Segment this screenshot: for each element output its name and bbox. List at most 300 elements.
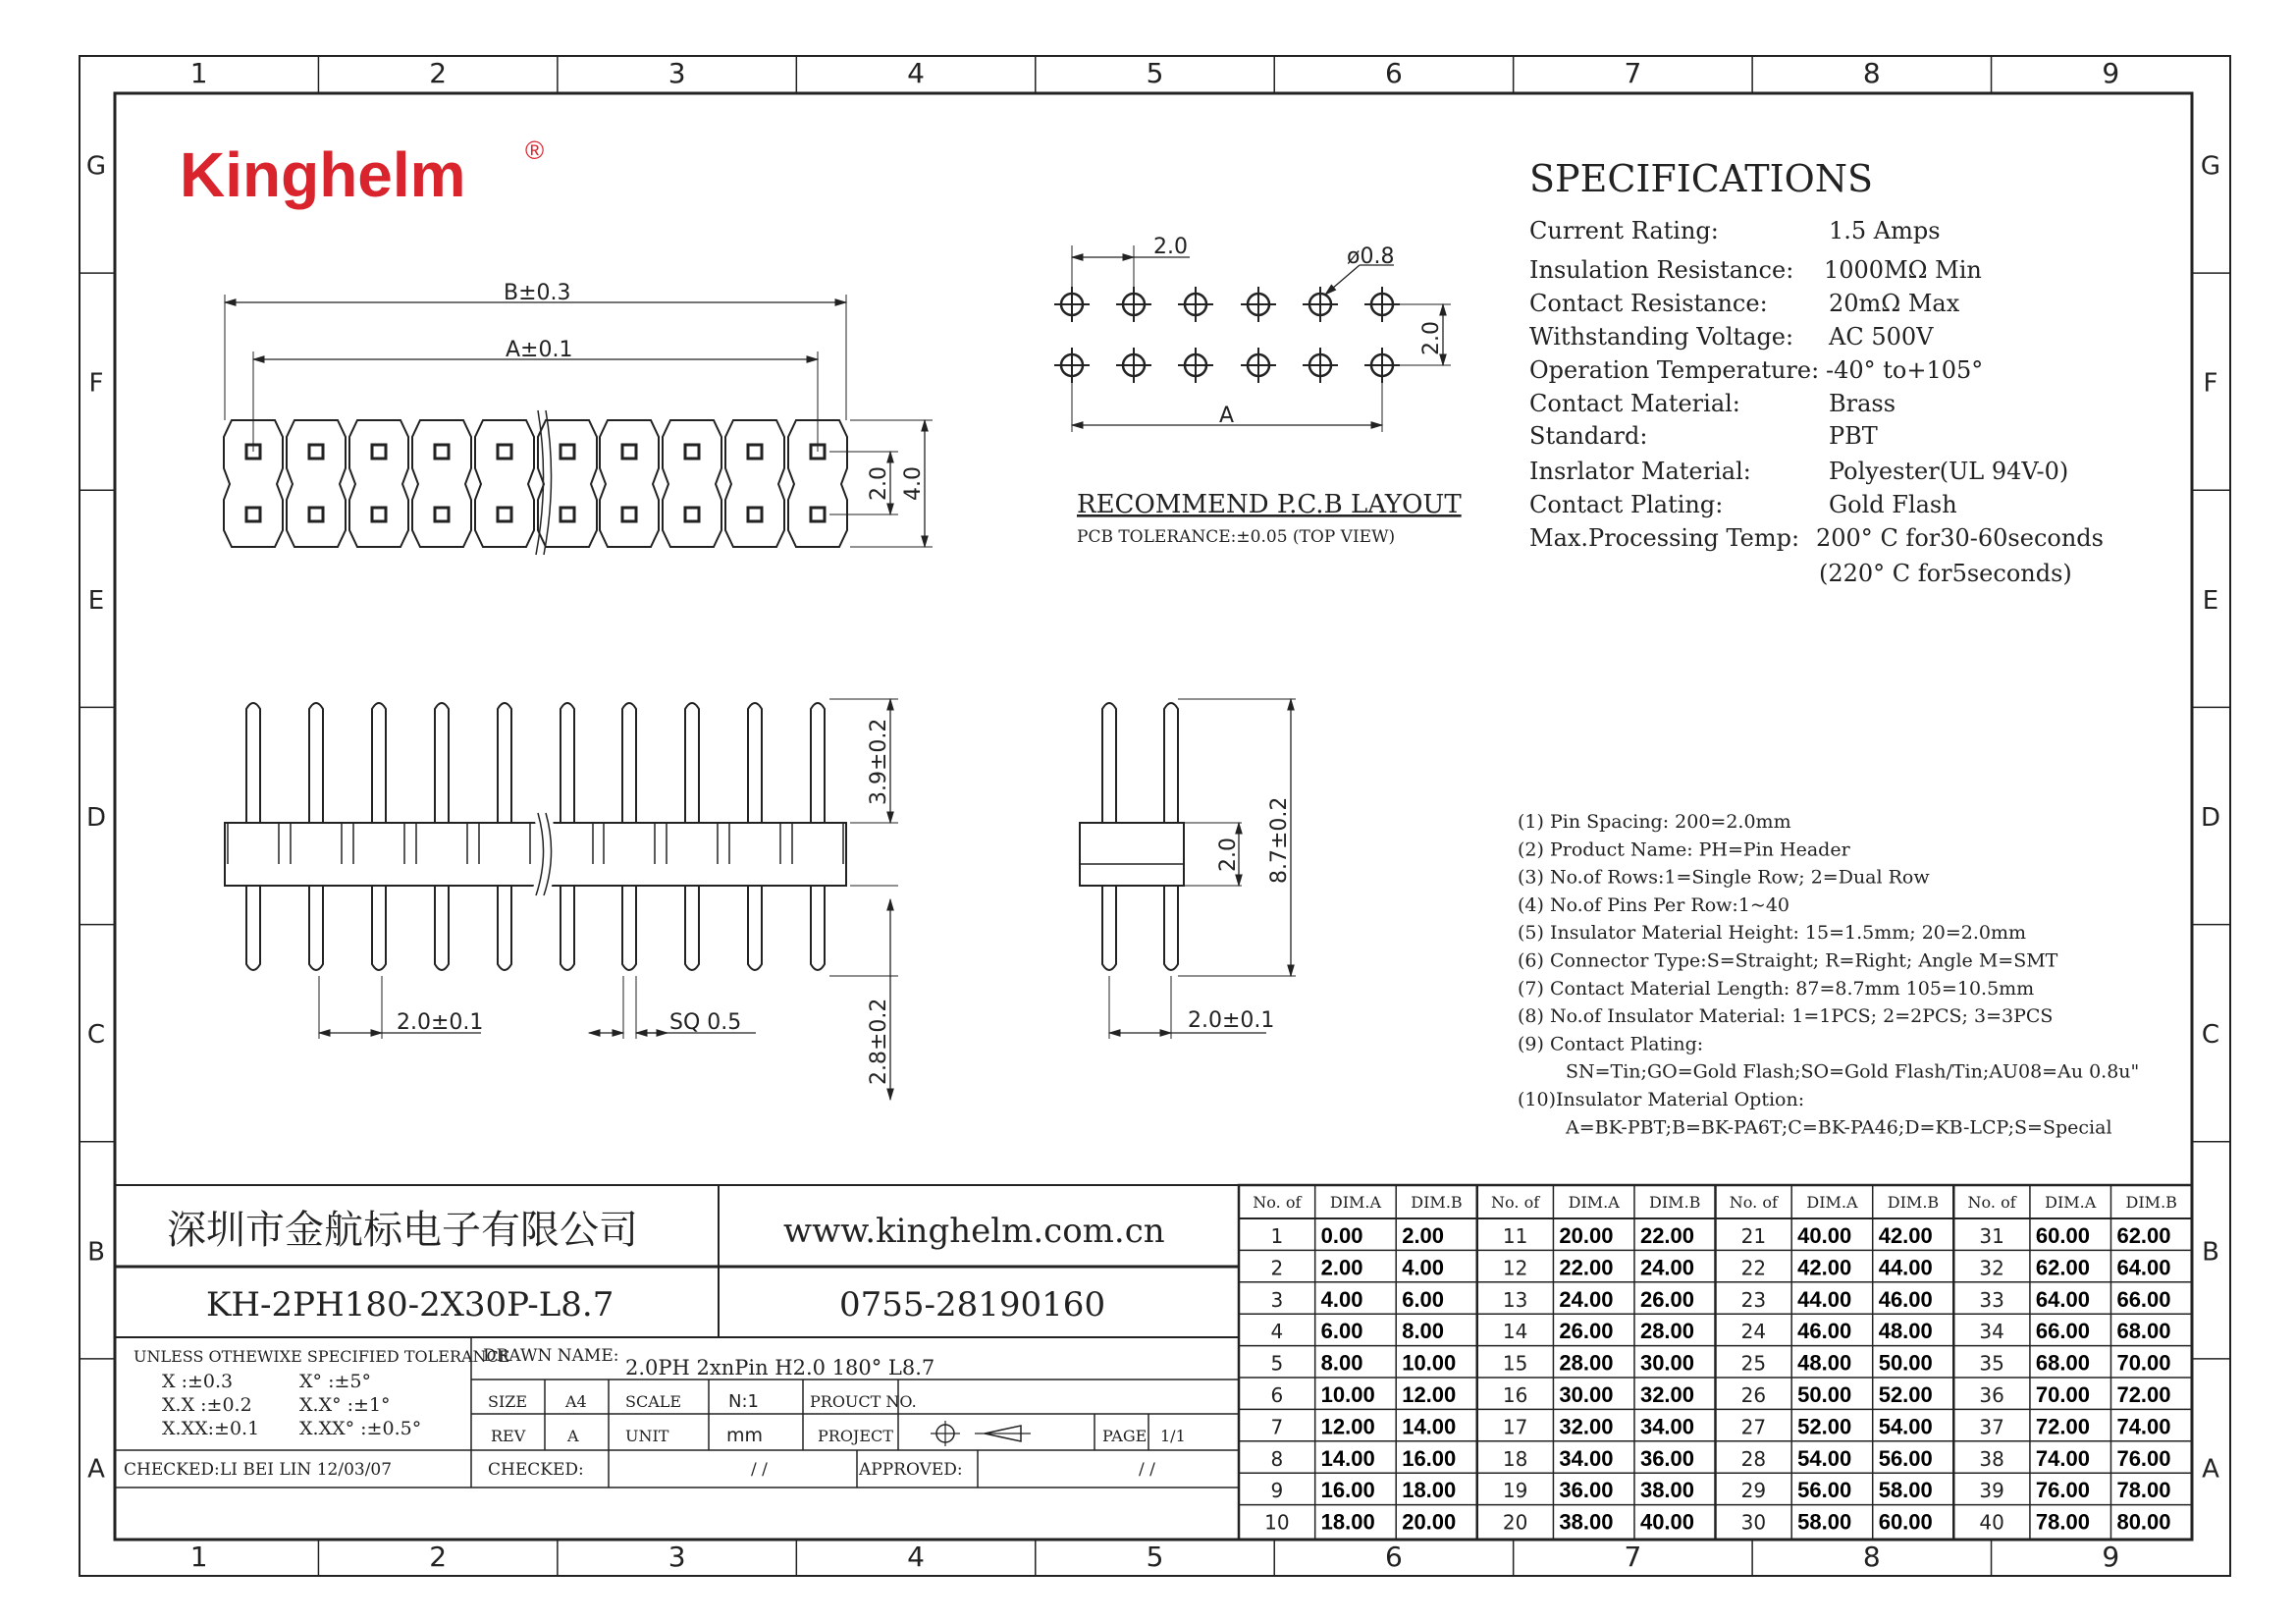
table-cell-dim-a: 64.00 (2035, 1286, 2090, 1312)
note-line: (3) No.of Rows:1=Single Row; 2=Dual Row (1518, 866, 1930, 889)
spec-label: Current Rating: (1529, 217, 1719, 244)
table-cell-dim-b: 38.00 (1639, 1478, 1695, 1503)
table-cell-dim-a: 72.00 (2035, 1414, 2090, 1439)
pin-lower (372, 886, 386, 970)
table-cell-dim-b: 22.00 (1639, 1223, 1695, 1248)
table-cell-dim-b: 16.00 (1402, 1445, 1457, 1471)
side-view (1080, 699, 1296, 1039)
table-cell-no: 28 (1740, 1446, 1767, 1471)
table-cell-no: 27 (1740, 1415, 1767, 1439)
kinghelm-logo: Kinghelm (180, 139, 466, 210)
spec-value: PBT (1829, 422, 1878, 450)
row-marker-A-left: A (87, 1454, 105, 1485)
table-cell-no: 26 (1740, 1383, 1767, 1407)
table-cell-dim-b: 58.00 (1878, 1478, 1933, 1503)
pin-square (498, 508, 511, 521)
column-marker-8-bottom: 8 (1862, 1541, 1881, 1573)
row-marker-E-left: E (87, 585, 105, 616)
dim-pitch-label: 2.0±0.1 (397, 1010, 484, 1035)
dim-lower-pin-label: 2.8±0.2 (867, 998, 891, 1085)
spec-value: -40° to+105° (1826, 356, 1984, 384)
table-cell-dim-a: 54.00 (1797, 1445, 1852, 1471)
table-cell-dim-a: 28.00 (1559, 1350, 1614, 1376)
table-cell-dim-a: 78.00 (2035, 1509, 2090, 1535)
table-cell-dim-a: 2.00 (1320, 1255, 1363, 1280)
table-cell-dim-b: 28.00 (1639, 1319, 1695, 1344)
note-line: SN=Tin;GO=Gold Flash;SO=Gold Flash/Tin;AU08=Au 0.8u" (1566, 1060, 2140, 1083)
side-pin-upper (1164, 703, 1178, 823)
dim-row-pitch-label: 2.0 (867, 466, 891, 501)
tolerance-angular: X° :±5° (299, 1371, 371, 1392)
column-marker-7-top: 7 (1624, 57, 1642, 89)
pin-square (372, 508, 386, 521)
table-header: DIM.A (2045, 1193, 2097, 1212)
pin-square (748, 445, 762, 459)
table-cell-dim-a: 40.00 (1797, 1223, 1852, 1248)
spec-label: Contact Material: (1529, 390, 1740, 417)
note-line: (8) No.of Insulator Material: 1=1PCS; 2=2PCS; 3=3PCS (1518, 1005, 2054, 1028)
pcb-hole-label: ø0.8 (1347, 244, 1395, 269)
tolerance-linear: X.XX:±0.1 (162, 1418, 260, 1439)
table-cell-no: 40 (1979, 1510, 2004, 1535)
table-header: No. of (1729, 1193, 1778, 1212)
table-cell-dim-a: 70.00 (2035, 1382, 2090, 1407)
table-cell-dim-a: 36.00 (1559, 1478, 1614, 1503)
table-cell-dim-b: 46.00 (1878, 1286, 1933, 1312)
table-cell-dim-a: 14.00 (1320, 1445, 1375, 1471)
column-marker-9-bottom: 9 (2102, 1541, 2120, 1573)
specifications-title: SPECIFICATIONS (1529, 157, 1874, 200)
table-cell-no: 11 (1502, 1224, 1528, 1248)
table-header: DIM.B (2125, 1193, 2177, 1212)
housing-cell (287, 420, 346, 547)
unit-value: mm (726, 1425, 764, 1446)
table-cell-no: 30 (1740, 1510, 1767, 1535)
table-cell-dim-a: 46.00 (1797, 1319, 1852, 1344)
front-view (225, 699, 898, 1100)
unit-label: UNIT (625, 1427, 669, 1445)
column-marker-7-bottom: 7 (1624, 1541, 1642, 1573)
table-cell-dim-b: 26.00 (1639, 1286, 1695, 1312)
company-name: 深圳市金航标电子有限公司 (167, 1208, 638, 1253)
table-cell-no: 3 (1270, 1287, 1284, 1312)
pin-square (435, 508, 449, 521)
housing-cell (412, 420, 471, 547)
table-cell-no: 5 (1270, 1351, 1284, 1376)
table-header: DIM.B (1887, 1193, 1940, 1212)
column-marker-8-top: 8 (1862, 57, 1881, 89)
pcb-hole-leader (1325, 265, 1360, 295)
dim-side-pitch-label: 2.0±0.1 (1188, 1008, 1275, 1033)
side-pin-lower (1102, 886, 1116, 970)
row-marker-F-left: F (88, 368, 104, 399)
pin-upper (811, 703, 825, 823)
spec-label: Contact Plating: (1529, 491, 1724, 518)
pin-lower (748, 886, 762, 970)
tolerance-table (162, 1371, 421, 1439)
pin-upper (622, 703, 636, 823)
table-cell-no: 7 (1270, 1415, 1284, 1439)
table-cell-dim-a: 10.00 (1320, 1382, 1375, 1407)
table-cell-no: 6 (1270, 1383, 1284, 1407)
table-cell-dim-b: 42.00 (1878, 1223, 1933, 1248)
table-cell-dim-b: 14.00 (1402, 1414, 1457, 1439)
table-cell-dim-a: 52.00 (1797, 1414, 1852, 1439)
column-marker-2-top: 2 (429, 57, 448, 89)
spec-value: Polyester(UL 94V-0) (1829, 458, 2069, 485)
table-cell-no: 21 (1740, 1224, 1767, 1248)
table-cell-dim-b: 78.00 (2116, 1478, 2171, 1503)
pin-square (246, 508, 260, 521)
table-cell-dim-b: 72.00 (2116, 1382, 2171, 1407)
table-cell-dim-a: 76.00 (2035, 1478, 2090, 1503)
table-header: No. of (1253, 1193, 1302, 1212)
spec-label: Insrlator Material: (1529, 458, 1751, 485)
table-cell-dim-a: 66.00 (2035, 1319, 2090, 1344)
spec-label: Contact Resistance: (1529, 290, 1768, 317)
third-angle-projection-icon (931, 1421, 1031, 1446)
note-line: A=BK-PBT;B=BK-PA6T;C=BK-PA46;D=KB-LCP;S=Special (1566, 1116, 2112, 1139)
table-cell-no: 18 (1502, 1446, 1528, 1471)
pin-upper (685, 703, 699, 823)
table-cell-dim-a: 0.00 (1320, 1223, 1363, 1248)
row-marker-E-right: E (2202, 585, 2219, 616)
housing-cell (663, 420, 721, 547)
specifications-list (1529, 217, 2104, 587)
pin-upper (748, 703, 762, 823)
column-marker-3-bottom: 3 (667, 1541, 686, 1573)
row-marker-B-right: B (2202, 1237, 2219, 1268)
table-cell-no: 36 (1979, 1383, 2004, 1407)
table-cell-no: 24 (1740, 1320, 1767, 1344)
column-marker-5-bottom: 5 (1146, 1541, 1164, 1573)
table-cell-dim-a: 8.00 (1320, 1350, 1363, 1376)
row-marker-B-left: B (87, 1237, 105, 1268)
table-cell-dim-b: 62.00 (2116, 1223, 2171, 1248)
part-code-notes (1518, 811, 2139, 1138)
table-header: DIM.A (1329, 1193, 1382, 1212)
table-cell-dim-b: 24.00 (1639, 1255, 1695, 1280)
table-cell-dim-a: 60.00 (2035, 1223, 2090, 1248)
dimension-table (1239, 1185, 2192, 1540)
row-marker-C-left: C (86, 1020, 106, 1051)
pin-upper (246, 703, 260, 823)
table-cell-dim-b: 34.00 (1639, 1414, 1695, 1439)
rev-value: A (567, 1427, 579, 1445)
table-cell-no: 14 (1502, 1320, 1528, 1344)
table-cell-no: 8 (1270, 1446, 1284, 1471)
pin-square (748, 508, 762, 521)
spec-label: Max.Processing Temp: (1529, 524, 1800, 552)
table-cell-no: 35 (1979, 1351, 2004, 1376)
checked2-label: CHECKED: (488, 1460, 584, 1480)
table-cell-dim-b: 60.00 (1878, 1509, 1933, 1535)
spec-label: Insulation Resistance: (1529, 256, 1794, 284)
table-cell-no: 23 (1740, 1287, 1767, 1312)
housing-cell (725, 420, 784, 547)
drawn-name-value: 2.0PH 2xnPin H2.0 180° L8.7 (625, 1356, 935, 1380)
dim-upper-pin-label: 3.9±0.2 (867, 718, 891, 805)
dim-height-label: 4.0 (901, 466, 926, 501)
side-pin-upper (1102, 703, 1116, 823)
tolerance-angular: X.X° :±1° (299, 1394, 391, 1416)
table-cell-dim-a: 48.00 (1797, 1350, 1852, 1376)
spec-label: Operation Temperature: (1529, 356, 1820, 384)
table-cell-dim-b: 18.00 (1402, 1478, 1457, 1503)
pcb-pitch-label: 2.0 (1153, 235, 1188, 259)
top-view (224, 295, 933, 555)
table-cell-dim-a: 12.00 (1320, 1414, 1375, 1439)
table-cell-dim-a: 26.00 (1559, 1319, 1614, 1344)
pin-lower (811, 886, 825, 970)
table-cell-no: 9 (1270, 1479, 1284, 1503)
note-line: (5) Insulator Material Height: 15=1.5mm; 20=2.0mm (1518, 922, 2027, 945)
pin-square (561, 445, 574, 459)
dim-sq-label: SQ 0.5 (669, 1010, 742, 1035)
dim-b-label: B±0.3 (504, 281, 571, 305)
approved-label: APPROVED: (859, 1460, 963, 1480)
table-cell-dim-a: 38.00 (1559, 1509, 1614, 1535)
pin-upper (498, 703, 511, 823)
pin-lower (685, 886, 699, 970)
table-cell-dim-a: 50.00 (1797, 1382, 1852, 1407)
row-marker-F-right: F (2203, 368, 2218, 399)
row-marker-D-left: D (85, 803, 107, 833)
tolerance-linear: X.X :±0.2 (162, 1394, 252, 1416)
side-housing (1080, 823, 1184, 886)
table-cell-no: 25 (1740, 1351, 1767, 1376)
table-cell-no: 31 (1979, 1224, 2004, 1248)
table-cell-dim-b: 4.00 (1402, 1255, 1445, 1280)
table-cell-dim-b: 80.00 (2116, 1509, 2171, 1535)
page-value: 1/1 (1160, 1427, 1186, 1445)
column-marker-2-bottom: 2 (429, 1541, 448, 1573)
checked2-value: / / (751, 1460, 768, 1480)
tolerance-linear: X :±0.3 (162, 1371, 234, 1392)
registered-mark: ® (525, 135, 545, 165)
table-cell-dim-a: 20.00 (1559, 1223, 1614, 1248)
rev-label: REV (491, 1427, 526, 1445)
table-cell-dim-a: 62.00 (2035, 1255, 2090, 1280)
tolerance-title: UNLESS OTHEWIXE SPECIFIED TOLERANCE (133, 1347, 510, 1366)
note-line: (6) Connector Type:S=Straight; R=Right; Angle M=SMT (1518, 949, 2058, 972)
table-cell-no: 33 (1979, 1287, 2004, 1312)
project-label: PROJECT (818, 1427, 893, 1445)
pcb-layout-title: RECOMMEND P.C.B LAYOUT (1077, 490, 1462, 519)
housing-cell (475, 420, 534, 547)
column-marker-5-top: 5 (1146, 57, 1164, 89)
pcb-layout-subtitle: PCB TOLERANCE:±0.05 (TOP VIEW) (1077, 527, 1396, 547)
table-cell-no: 19 (1502, 1479, 1528, 1503)
row-marker-C-right: C (2201, 1020, 2220, 1051)
spec-value: AC 500V (1829, 323, 1934, 351)
pin-square (685, 508, 699, 521)
table-header: DIM.A (1806, 1193, 1858, 1212)
table-cell-dim-b: 70.00 (2116, 1350, 2171, 1376)
drawn-name-label: DRAWN NAME: (483, 1346, 619, 1366)
note-line: (1) Pin Spacing: 200=2.0mm (1518, 811, 1791, 833)
size-label: SIZE (488, 1392, 528, 1411)
pcb-a-label: A (1219, 404, 1235, 428)
table-cell-dim-a: 16.00 (1320, 1478, 1375, 1503)
table-cell-dim-b: 54.00 (1878, 1414, 1933, 1439)
pin-square (372, 445, 386, 459)
table-cell-no: 34 (1979, 1320, 2004, 1344)
approved-value: / / (1139, 1460, 1155, 1480)
table-cell-dim-b: 74.00 (2116, 1414, 2171, 1439)
table-cell-no: 4 (1270, 1320, 1284, 1344)
table-cell-dim-a: 24.00 (1559, 1286, 1614, 1312)
table-cell-dim-b: 56.00 (1878, 1445, 1933, 1471)
table-cell-dim-a: 4.00 (1320, 1286, 1363, 1312)
table-cell-no: 20 (1502, 1510, 1528, 1535)
table-cell-dim-a: 58.00 (1797, 1509, 1852, 1535)
checked-value: LI BEI LIN 12/03/07 (220, 1460, 393, 1480)
table-cell-dim-a: 74.00 (2035, 1445, 2090, 1471)
dim-a-label: A±0.1 (506, 338, 573, 362)
spec-label: Standard: (1529, 422, 1648, 450)
pin-upper (372, 703, 386, 823)
table-cell-no: 16 (1502, 1383, 1528, 1407)
pin-square (622, 445, 636, 459)
note-line: (2) Product Name: PH=Pin Header (1518, 839, 1850, 861)
column-marker-1-bottom: 1 (189, 1541, 208, 1573)
size-value: A4 (565, 1392, 587, 1411)
spec-value: Brass (1829, 390, 1896, 417)
table-cell-dim-a: 22.00 (1559, 1255, 1614, 1280)
pin-square (498, 445, 511, 459)
table-cell-dim-b: 44.00 (1878, 1255, 1933, 1280)
pin-square (309, 508, 323, 521)
housing-body (225, 823, 846, 886)
table-cell-dim-b: 20.00 (1402, 1509, 1457, 1535)
table-header: No. of (1967, 1193, 2016, 1212)
table-cell-no: 37 (1979, 1415, 2004, 1439)
table-cell-dim-b: 10.00 (1402, 1350, 1457, 1376)
note-line: (9) Contact Plating: (1518, 1033, 1704, 1055)
column-marker-3-top: 3 (667, 57, 686, 89)
pin-upper (435, 703, 449, 823)
table-cell-dim-b: 2.00 (1402, 1223, 1445, 1248)
column-marker-6-top: 6 (1385, 57, 1403, 89)
tolerance-angular: X.XX° :±0.5° (299, 1418, 422, 1439)
note-line: (10)Insulator Material Option: (1518, 1089, 1805, 1110)
pin-lower (561, 886, 574, 970)
pin-square (622, 508, 636, 521)
pin-lower (498, 886, 511, 970)
pin-square (435, 445, 449, 459)
table-cell-no: 1 (1270, 1224, 1284, 1248)
table-cell-dim-a: 34.00 (1559, 1445, 1614, 1471)
part-number: KH-2PH180-2X30P-L8.7 (206, 1285, 614, 1325)
table-cell-dim-b: 8.00 (1402, 1319, 1445, 1344)
dim-body-label: 2.0 (1216, 838, 1241, 872)
column-marker-4-bottom: 4 (907, 1541, 925, 1573)
table-cell-no: 17 (1502, 1415, 1528, 1439)
pin-lower (309, 886, 323, 970)
spec-value: (220° C for5seconds) (1819, 560, 2072, 587)
housing-cell (349, 420, 408, 547)
pin-square (811, 508, 825, 521)
table-cell-dim-a: 68.00 (2035, 1350, 2090, 1376)
checked-label: CHECKED: (124, 1460, 220, 1480)
pin-lower (435, 886, 449, 970)
column-marker-4-top: 4 (907, 57, 925, 89)
pcb-row-label: 2.0 (1419, 321, 1444, 355)
spec-value: Gold Flash (1829, 491, 1957, 518)
website: www.kinghelm.com.cn (783, 1212, 1165, 1251)
spec-value: 1.5 Amps (1829, 217, 1941, 244)
pin-square (561, 508, 574, 521)
housing-cell (600, 420, 659, 547)
table-cell-dim-a: 6.00 (1320, 1319, 1363, 1344)
table-cell-dim-b: 52.00 (1878, 1382, 1933, 1407)
table-cell-no: 13 (1502, 1287, 1528, 1312)
table-cell-no: 12 (1502, 1256, 1528, 1280)
table-cell-no: 39 (1979, 1479, 2004, 1503)
spec-value: 200° C for30-60seconds (1816, 524, 2104, 552)
pcb-layout (1054, 245, 1451, 432)
column-marker-1-top: 1 (189, 57, 208, 89)
table-cell-no: 10 (1264, 1510, 1290, 1535)
table-cell-no: 15 (1502, 1351, 1528, 1376)
scale-label: SCALE (625, 1392, 682, 1411)
column-marker-6-bottom: 6 (1385, 1541, 1403, 1573)
table-cell-dim-b: 36.00 (1639, 1445, 1695, 1471)
table-cell-dim-b: 66.00 (2116, 1286, 2171, 1312)
table-cell-dim-b: 48.00 (1878, 1319, 1933, 1344)
dim-total-label: 8.7±0.2 (1267, 796, 1292, 884)
pin-square (309, 445, 323, 459)
spec-value: 1000MΩ Min (1824, 256, 1982, 284)
row-marker-A-right: A (2202, 1454, 2219, 1485)
table-cell-dim-a: 30.00 (1559, 1382, 1614, 1407)
table-cell-dim-b: 50.00 (1878, 1350, 1933, 1376)
note-line: (4) No.of Pins Per Row:1~40 (1518, 893, 1790, 916)
row-marker-G-right: G (2200, 151, 2221, 182)
pin-lower (246, 886, 260, 970)
table-cell-no: 29 (1740, 1479, 1767, 1503)
table-cell-dim-a: 56.00 (1797, 1478, 1852, 1503)
table-cell-dim-a: 18.00 (1320, 1509, 1375, 1535)
table-cell-dim-b: 68.00 (2116, 1319, 2171, 1344)
table-cell-dim-b: 64.00 (2116, 1255, 2171, 1280)
product-no-label: PROUCT NO. (810, 1392, 917, 1411)
row-marker-G-left: G (85, 151, 107, 182)
phone-number: 0755-28190160 (839, 1285, 1106, 1325)
table-cell-dim-a: 32.00 (1559, 1414, 1614, 1439)
spec-label: Withstanding Voltage: (1529, 323, 1794, 351)
table-cell-dim-b: 32.00 (1639, 1382, 1695, 1407)
page-label: PAGE (1102, 1427, 1148, 1445)
side-pin-lower (1164, 886, 1178, 970)
table-cell-dim-a: 44.00 (1797, 1286, 1852, 1312)
table-cell-dim-a: 42.00 (1797, 1255, 1852, 1280)
table-cell-no: 32 (1979, 1256, 2004, 1280)
table-cell-dim-b: 40.00 (1639, 1509, 1695, 1535)
table-cell-dim-b: 6.00 (1402, 1286, 1445, 1312)
scale-value: N:1 (728, 1391, 759, 1412)
table-cell-dim-b: 12.00 (1402, 1382, 1457, 1407)
table-cell-no: 38 (1979, 1446, 2004, 1471)
pin-lower (622, 886, 636, 970)
table-header: DIM.B (1411, 1193, 1463, 1212)
table-cell-dim-b: 76.00 (2116, 1445, 2171, 1471)
table-cell-dim-b: 30.00 (1639, 1350, 1695, 1376)
row-marker-D-right: D (2200, 803, 2221, 833)
table-cell-no: 2 (1270, 1256, 1284, 1280)
table-cell-no: 22 (1740, 1256, 1767, 1280)
